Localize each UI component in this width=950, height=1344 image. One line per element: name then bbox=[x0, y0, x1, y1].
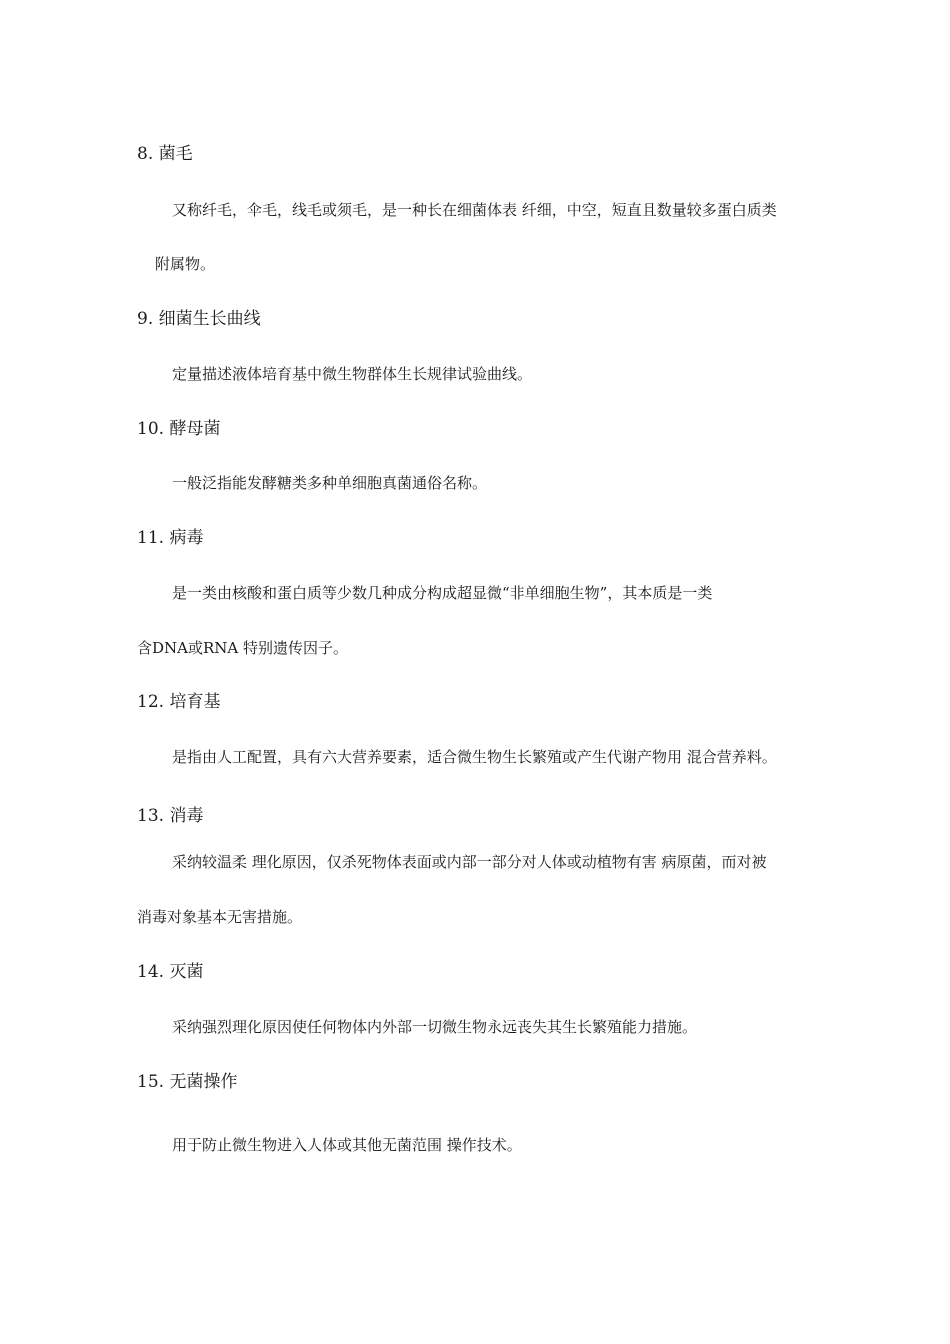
term-heading: 13. 消毒 bbox=[137, 806, 204, 826]
term-heading: 9. 细菌生长曲线 bbox=[137, 309, 261, 329]
definition-line: 用于防止微生物进入人体或其他无菌范围 操作技术。 bbox=[172, 1136, 522, 1154]
term-heading: 14. 灭菌 bbox=[137, 962, 204, 982]
definition-line: 附属物。 bbox=[155, 255, 216, 273]
term-heading: 11. 病毒 bbox=[137, 528, 204, 548]
term-heading: 15. 无菌操作 bbox=[137, 1072, 238, 1092]
definition-line: 采纳较温柔 理化原因，仅杀死物体表面或内部一部分对人体或动植物有害 病原菌，而对被 bbox=[172, 853, 767, 871]
definition-line: 消毒对象基本无害措施。 bbox=[137, 908, 303, 926]
term-heading: 8. 菌毛 bbox=[137, 144, 193, 164]
definition-line: 一般泛指能发酵糖类多种单细胞真菌通俗名称。 bbox=[172, 474, 488, 492]
definition-line: 是一类由核酸和蛋白质等少数几种成分构成超显微“非单细胞生物”，其本质是一类 bbox=[172, 584, 713, 602]
definition-line: 定量描述液体培育基中微生物群体生长规律试验曲线。 bbox=[172, 365, 533, 383]
definition-line: 又称纤毛，伞毛，线毛或须毛，是一种长在细菌体表 纤细，中空，短直且数量较多蛋白质类 bbox=[172, 201, 777, 219]
definition-line: 采纳强烈理化原因使任何物体内外部一切微生物永远丧失其生长繁殖能力措施。 bbox=[172, 1018, 698, 1036]
definition-line: 是指由人工配置，具有六大营养要素，适合微生物生长繁殖或产生代谢产物用 混合营养料。 bbox=[172, 748, 777, 766]
definition-line: 含DNA或RNA 特别遗传因子。 bbox=[137, 639, 349, 657]
term-heading: 10. 酵母菌 bbox=[137, 419, 221, 439]
term-heading: 12. 培育基 bbox=[137, 692, 221, 712]
